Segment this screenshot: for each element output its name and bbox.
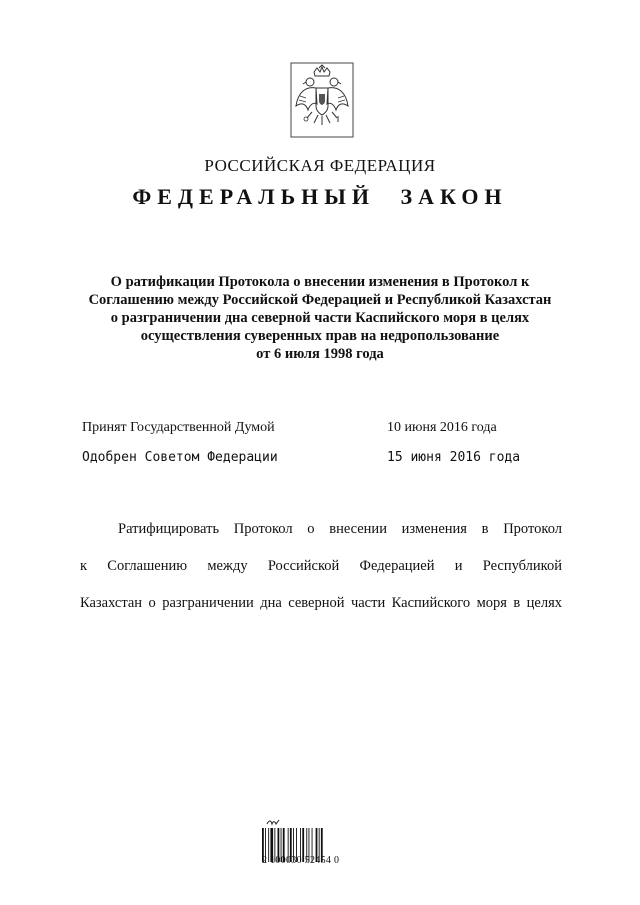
document-type-heading: ФЕДЕРАЛЬНЫЙ ЗАКОН [132,184,508,209]
law-title-line: от 6 июля 1998 года [256,346,384,362]
law-title [60,273,580,363]
body-paragraph-line: Казахстан о разграничении дна северной части Каспийского моря в целях [80,595,562,611]
council-approval-label: Одобрен Советом Федерации [82,450,278,465]
barcode-number: 2 100030 52454 0 [262,855,340,866]
country-heading: РОССИЙСКАЯ ФЕДЕРАЦИЯ [204,156,436,175]
body-paragraph-line: к Соглашению между Российской Федерацией и Республикой [80,558,562,574]
body-paragraph-line: Ратифицировать Протокол о внесении изменения в Протокол [118,521,562,537]
registration-mark-icon [266,818,280,826]
law-title-line: О ратификации Протокола о внесении изменения в Протокол к [110,274,530,290]
law-title-line: о разграничении дна северной части Каспийского моря в целях [110,310,530,326]
duma-adoption-date: 10 июня 2016 года [387,420,497,435]
law-title-line: Соглашению между Российской Федерацией и Республикой Казахстан [88,292,552,308]
council-approval-date: 15 июня 2016 года [387,450,521,465]
law-title-line: осуществления суверенных прав на недропользование [140,328,500,344]
duma-adoption-label: Принят Государственной Думой [82,420,275,435]
coat-of-arms-icon [290,62,354,138]
